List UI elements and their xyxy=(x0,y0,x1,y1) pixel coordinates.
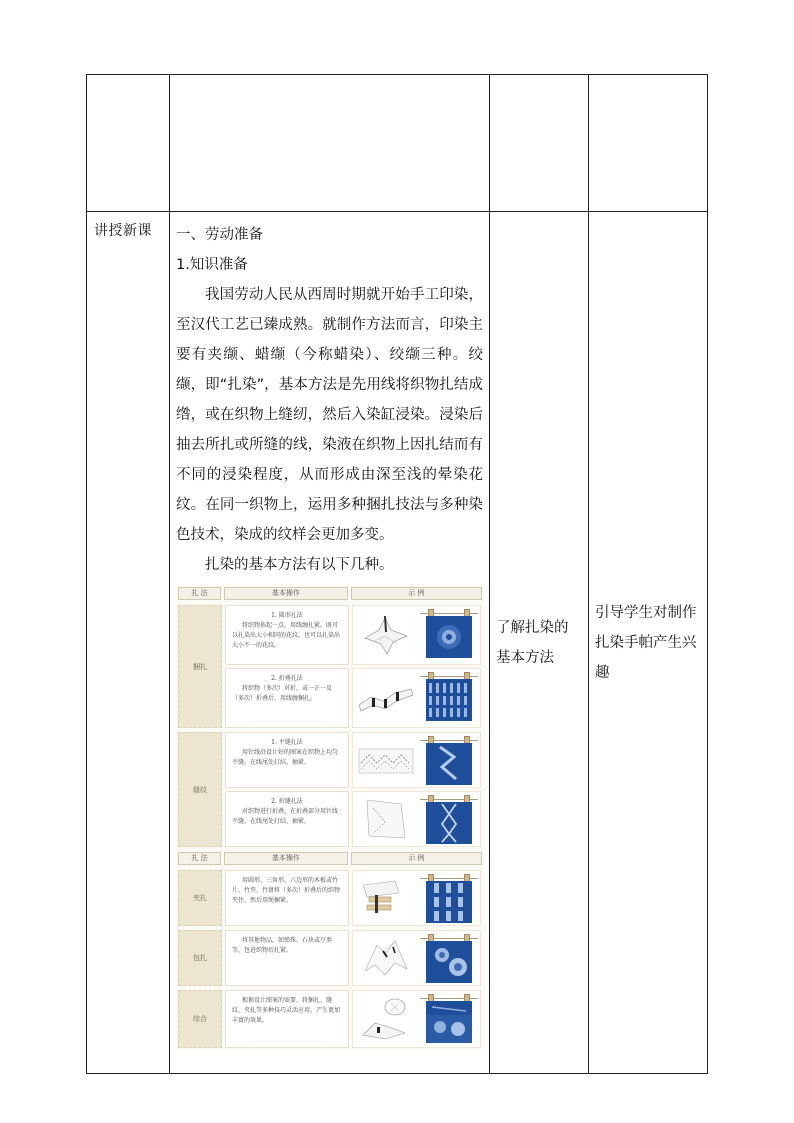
method-group xyxy=(176,928,484,988)
step-text: 根据设计图案的需要，将捆扎、缝纹、夹扎等多种技巧灵活应用，产生更加丰富的效果。 xyxy=(225,990,349,1048)
lesson-plan-table xyxy=(86,74,708,1074)
step-text: 将其他物品，如弹珠、石块或豆类等，包进织物后扎紧。 xyxy=(225,930,349,986)
step-text: 用圆形、三角形、六边形的木板或竹片、竹夹、竹钳将（多次）折叠后的织物夹住，然后用绳捆紧。 xyxy=(225,870,349,926)
dyed-cloth-image xyxy=(420,671,478,725)
method-group xyxy=(176,603,484,730)
example-images xyxy=(352,791,481,847)
method-step xyxy=(225,605,481,665)
step-text: 1. 平缝扎法 用针线沿设计好的图案在织物上均匀平缝，在线尾处打结，抽紧。 xyxy=(225,732,349,788)
bound-cloth-image xyxy=(355,608,417,662)
intro-paragraph: 我国劳动人民从西周时期就开始手工印染，至汉代工艺已臻成熟。就制作方法而言，印染主要有夹缬、蜡缬（今称蜡染）、绞缬三种。绞缬，即“扎染”，基本方法是先用线将织物扎结成绺，或在织物上缝纫，然后入染缸浸染。浸染后抽去所扎或所缝的线，染液在织物上因扎结而有不同的浸染程度，从而形成由深至浅的晕染花纹。在同一织物上，运用多种捆扎技法与多种染色技术，染成的纹样会更加多变。 xyxy=(176,287,483,543)
learning-goal: 了解扎染的基本方法 xyxy=(490,212,589,1074)
tie-dye-methods-figure xyxy=(176,584,484,1050)
step-text: 2. 折叠扎法 将织物（多次）对折，或一正一反（多次）折叠后，用线缠捆扎。 xyxy=(225,668,349,728)
step-text: 1. 圆形扎法 将织物拣起一点，用线缠扎紧。既可以扎染出大小相同的花纹，也可以扎染出大小不一的花纹。 xyxy=(225,605,349,665)
header-method: 扎 法 xyxy=(178,852,221,865)
figure-header xyxy=(176,849,484,868)
stage-label: 讲授新课 xyxy=(87,212,170,1074)
example-images xyxy=(352,870,481,926)
example-images xyxy=(352,930,481,986)
header-operation: 基本操作 xyxy=(224,852,348,865)
method-name: 缝纹 xyxy=(178,732,222,847)
dyed-cloth-image xyxy=(420,608,478,662)
header-operation: 基本操作 xyxy=(224,587,348,600)
methods-intro: 扎染的基本方法有以下几种。 xyxy=(205,557,394,573)
stitched-cloth-image xyxy=(355,735,417,785)
dyed-cloth-image xyxy=(420,933,478,983)
clamped-cloth-image xyxy=(355,873,417,923)
example-images xyxy=(352,732,481,788)
example-images xyxy=(352,605,481,665)
combined-technique-image xyxy=(355,993,417,1045)
step-text: 2. 折缝扎法 对织物进行折叠，在折叠部分用针线平缝，在线尾处打结，抽紧。 xyxy=(225,791,349,847)
folded-stitched-image xyxy=(355,794,417,844)
dyed-cloth-image xyxy=(420,735,478,785)
dyed-cloth-image xyxy=(420,993,478,1045)
header-example: 示 例 xyxy=(351,587,482,600)
method-name: 捆扎 xyxy=(178,605,222,728)
empty-cell xyxy=(490,75,589,212)
wrapped-cloth-image xyxy=(355,933,417,983)
empty-cell xyxy=(589,75,708,212)
method-group xyxy=(176,730,484,849)
example-images xyxy=(352,990,481,1048)
method-step xyxy=(225,668,481,728)
method-step xyxy=(225,732,481,788)
table-row xyxy=(87,212,708,1074)
header-example: 示 例 xyxy=(351,852,482,865)
method-group xyxy=(176,868,484,928)
method-name: 综合 xyxy=(178,990,222,1048)
figure-header xyxy=(176,584,484,603)
dyed-cloth-image xyxy=(420,794,478,844)
example-images xyxy=(352,668,481,728)
method-group xyxy=(176,988,484,1050)
design-intent: 引导学生对制作扎染手帕产生兴趣 xyxy=(589,212,708,1074)
table-row xyxy=(87,75,708,212)
dyed-cloth-image xyxy=(420,873,478,923)
header-method: 扎 法 xyxy=(178,587,221,600)
empty-cell xyxy=(170,75,490,212)
folded-cloth-image xyxy=(355,671,417,725)
method-step xyxy=(225,791,481,847)
method-name: 夹扎 xyxy=(178,870,222,926)
teaching-content xyxy=(170,212,490,1074)
method-name: 包扎 xyxy=(178,930,222,986)
empty-cell xyxy=(87,75,170,212)
section-heading: 一、劳动准备 xyxy=(176,227,263,243)
subsection-heading: 1.知识准备 xyxy=(176,257,248,273)
